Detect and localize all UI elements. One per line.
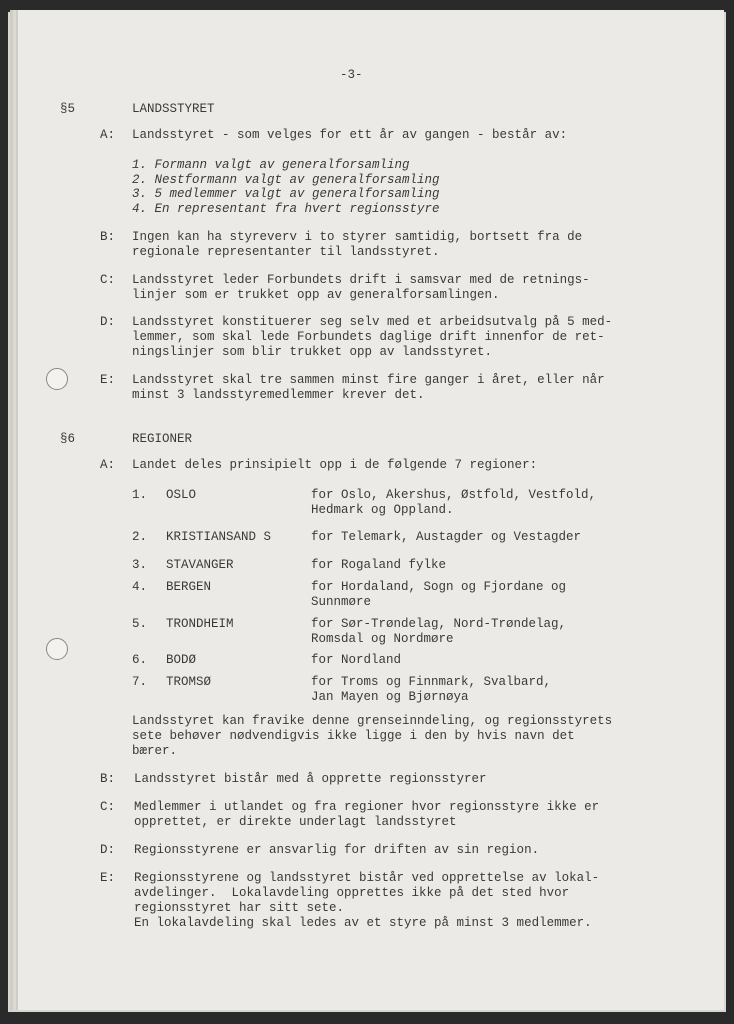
s5-c-line: Landsstyret leder Forbundets drift i samsvar med de retnings-	[132, 273, 590, 287]
s6-b-line: Landsstyret bistår med å opprette regionsstyrer	[134, 772, 487, 786]
s6-e-line: En lokalavdeling skal ledes av et styre på minst 3 medlemmer.	[134, 916, 592, 930]
page-number: -3-	[340, 68, 363, 82]
s5-b-label: B:	[100, 230, 116, 244]
s5-a-list-item: 3. 5 medlemmer valgt av generalforsamling	[132, 187, 440, 201]
region-number: 1.	[132, 488, 148, 502]
s5-a-label: A:	[100, 128, 116, 142]
s5-e-label: E:	[100, 373, 116, 387]
s5-c-label: C:	[100, 273, 116, 287]
s6-d-line: Regionsstyrene er ansvarlig for driften av sin region.	[134, 843, 540, 857]
region-name: BERGEN	[166, 580, 212, 594]
s5-e-line: minst 3 landsstyremedlemmer krever det.	[132, 388, 425, 402]
document-page	[18, 10, 724, 1010]
s6-d-label: D:	[100, 843, 116, 857]
s5-d-line: Landsstyret konstituerer seg selv med et arbeidsutvalg på 5 med-	[132, 315, 613, 329]
region-number: 7.	[132, 675, 148, 689]
region-counties: for Oslo, Akershus, Østfold, Vestfold,	[311, 488, 597, 502]
punch-hole-top	[46, 368, 68, 390]
s6-a-text: Landet deles prinsipielt opp i de følgende 7 regioner:	[132, 458, 538, 472]
s6-a-label: A:	[100, 458, 116, 472]
s5-a-list-item: 4. En representant fra hvert regionsstyre	[132, 202, 440, 216]
region-number: 4.	[132, 580, 148, 594]
region-counties: Hedmark og Oppland.	[311, 503, 454, 517]
region-counties: Jan Mayen og Bjørnøya	[311, 690, 469, 704]
s5-c-line: linjer som er trukket opp av generalforsamlingen.	[132, 288, 500, 302]
section-5-title: LANDSSTYRET	[132, 102, 215, 116]
region-number: 2.	[132, 530, 148, 544]
s6-c-line: opprettet, er direkte underlagt landsstyret	[134, 815, 457, 829]
s6-a-note-line: sete behøver nødvendigvis ikke ligge i den by hvis navn det	[132, 729, 575, 743]
punch-hole-bottom	[46, 638, 68, 660]
s6-a-note-line: bærer.	[132, 744, 178, 758]
s6-c-line: Medlemmer i utlandet og fra regioner hvor regionsstyre ikke er	[134, 800, 600, 814]
region-counties: for Nordland	[311, 653, 402, 667]
s5-a-text: Landsstyret - som velges for ett år av gangen - består av:	[132, 128, 568, 142]
region-counties: for Sør-Trøndelag, Nord-Trøndelag,	[311, 617, 567, 631]
region-name: STAVANGER	[166, 558, 234, 572]
s5-e-line: Landsstyret skal tre sammen minst fire ganger i året, eller når	[132, 373, 605, 387]
region-number: 5.	[132, 617, 148, 631]
region-counties: for Rogaland fylke	[311, 558, 447, 572]
region-counties: Sunnmøre	[311, 595, 372, 609]
section-6-number: §6	[60, 432, 76, 446]
region-number: 3.	[132, 558, 148, 572]
region-name: BODØ	[166, 653, 197, 667]
s6-e-line: avdelinger. Lokalavdeling opprettes ikke på det sted hvor	[134, 886, 570, 900]
region-name: TRONDHEIM	[166, 617, 234, 631]
s5-d-line: lemmer, som skal lede Forbundets daglige drift innenfor de ret-	[132, 330, 605, 344]
section-6-title: REGIONER	[132, 432, 193, 446]
s5-b-line: regionale representanter til landsstyret.	[132, 245, 440, 259]
region-name: TROMSØ	[166, 675, 212, 689]
s5-a-list-item: 2. Nestformann valgt av generalforsamling	[132, 173, 440, 187]
section-5-number: §5	[60, 102, 76, 116]
s5-a-list-item: 1. Formann valgt av generalforsamling	[132, 158, 410, 172]
s5-b-line: Ingen kan ha styreverv i to styrer samtidig, bortsett fra de	[132, 230, 583, 244]
s6-c-label: C:	[100, 800, 116, 814]
region-counties: for Troms og Finnmark, Svalbard,	[311, 675, 552, 689]
region-counties: Romsdal og Nordmøre	[311, 632, 454, 646]
s6-e-line: Regionsstyrene og landsstyret bistår ved opprettelse av lokal-	[134, 871, 600, 885]
s5-d-line: ningslinjer som blir trukket opp av landsstyret.	[132, 345, 493, 359]
region-name: OSLO	[166, 488, 197, 502]
region-counties: for Hordaland, Sogn og Fjordane og	[311, 580, 567, 594]
s5-d-label: D:	[100, 315, 116, 329]
s6-e-label: E:	[100, 871, 116, 885]
s6-a-note-line: Landsstyret kan fravike denne grenseinndeling, og regionsstyrets	[132, 714, 613, 728]
region-counties: for Telemark, Austagder og Vestagder	[311, 530, 582, 544]
region-name: KRISTIANSAND S	[166, 530, 272, 544]
s6-b-label: B:	[100, 772, 116, 786]
region-number: 6.	[132, 653, 148, 667]
s6-e-line: regionsstyret har sitt sete.	[134, 901, 345, 915]
